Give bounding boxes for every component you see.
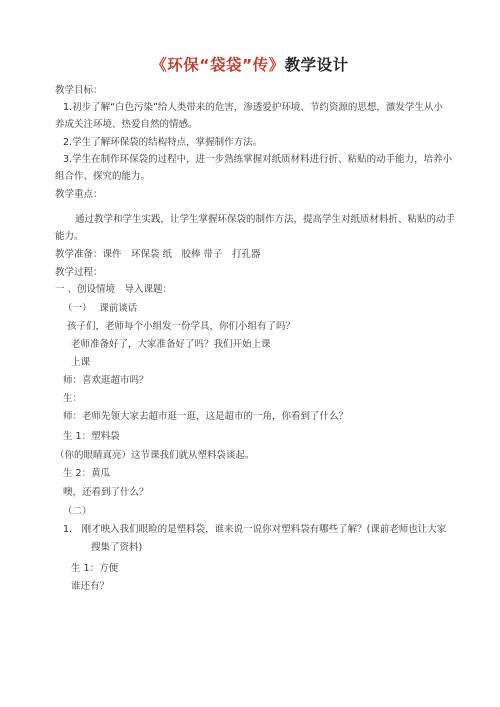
paragraph-line: （你的眼睛真亮）这节课我们就从塑料袋谈起。 — [55, 450, 255, 461]
paragraph-line: 能力。 — [55, 231, 84, 242]
paragraph-line: 生： — [63, 393, 83, 404]
title-black-part: 教学设计 — [284, 56, 349, 74]
paragraph-line: 师：老师先领大家去超市逛一逛，这是超市的一角，你看到了什么？ — [63, 411, 349, 422]
paragraph-line: 养成关注环境、热爱自然的情感。 — [55, 119, 198, 130]
paragraph-line: 老师准备好了，大家准备好了吗？我们开始上课 — [71, 339, 271, 350]
title-red-part: 《环保“袋袋”传》 — [151, 56, 285, 74]
paragraph-line: 上课 — [71, 357, 91, 368]
heading-objectives: 教学目标： — [55, 85, 103, 96]
paragraph-line: 孩子们，老师每个小组发一份学具，你们小组有了吗？ — [67, 321, 296, 332]
subsection-heading: （二） — [63, 506, 92, 517]
section-heading: 一 、创设情境 导入课题： — [55, 284, 173, 295]
paragraph-line: 3.学生在制作环保袋的过程中，进一步熟练掌握对纸质材料进行折、粘贴的动手能力，培养小 — [63, 154, 453, 165]
heading-process: 教学过程： — [55, 267, 103, 278]
paragraph-line: 噢，还看到了什么？ — [63, 487, 149, 498]
paragraph-line: 生 1：方便 — [71, 563, 119, 574]
subsection-heading: （一） 课前谈话 — [63, 303, 138, 314]
paragraph-line: 2.学生了解环保袋的结构特点，掌握制作方法。 — [63, 137, 263, 148]
heading-preparation: 教学准备：课件 环保袋 纸 胶棒 带子 打孔器 — [55, 249, 261, 260]
paragraph-line: 师：喜欢逛超市吗？ — [63, 375, 149, 386]
page-title — [0, 53, 500, 75]
paragraph-line: 搜集了资料) — [91, 542, 143, 553]
paragraph-line: 通过教学和学生实践，让学生掌握环保袋的制作方法，提高学生对纸质材料折、粘贴的动手 — [75, 214, 456, 225]
paragraph-line: 生 2：黄瓜 — [63, 468, 111, 479]
heading-key-points: 教学重点： — [55, 189, 103, 200]
numbered-item: 1. 刚才映入我们眼睑的是塑料袋，谁来说一说你对塑料袋有哪些了解？(课前老师也让大家 — [63, 524, 447, 535]
paragraph-line: 生 1：塑料袋 — [63, 431, 120, 442]
paragraph-line: 1.初步了解“白色污染”给人类带来的危害，渗透爱护环境、节约资源的思想，激发学生从小 — [63, 102, 443, 113]
paragraph-line: 谁还有？ — [71, 581, 110, 592]
paragraph-line: 组合作、探究的能力。 — [55, 171, 151, 182]
